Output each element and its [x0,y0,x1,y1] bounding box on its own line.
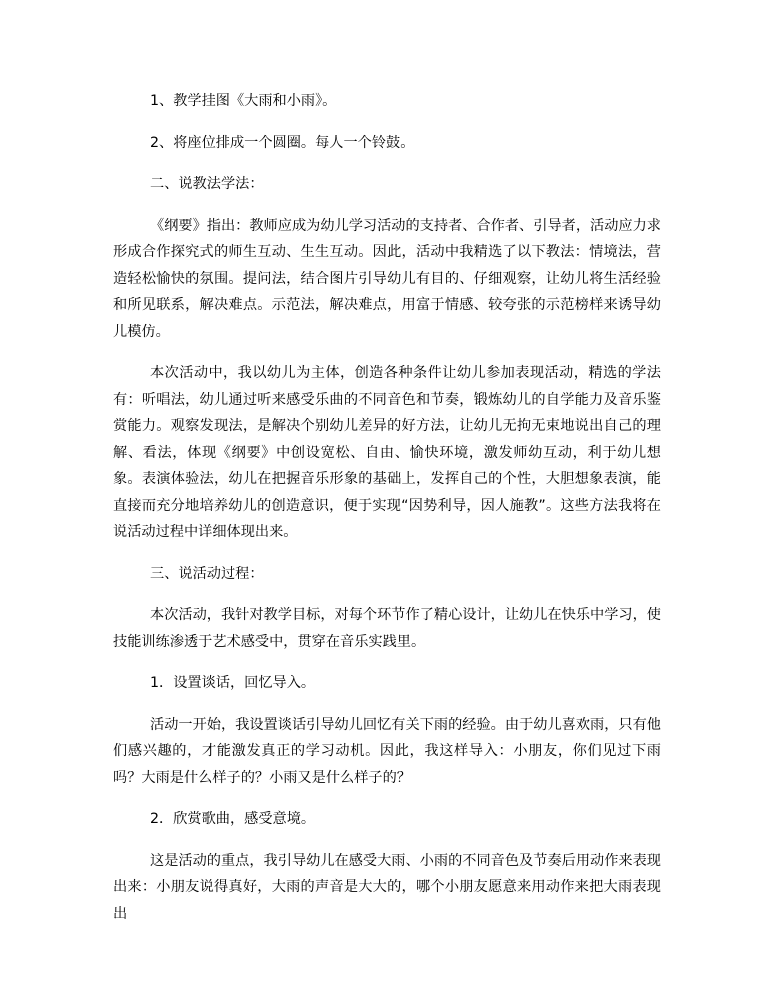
step-1-paragraph: 活动一开始，我设置谈话引导幼儿回忆有关下雨的经验。由于幼儿喜欢雨，只有他们感兴趣的，才能激发真正的学习动机。因此，我这样导入：小朋友，你们见过下雨吗？大雨是什么样子的？小雨又是什么样子的？ [113,716,661,786]
activity-intro-paragraph: 本次活动，我针对教学目标，对每个环节作了精心设计，让幼儿在快乐中学习，使技能训练渗透于艺术感受中，贯穿在音乐实践里。 [113,607,661,650]
step-heading-2: 2．欣赏歌曲，感受意境。 [150,811,316,827]
teaching-methods-paragraph: 《纲要》指出：教师应成为幼儿学习活动的支持者、合作者、引导者，活动应力求形成合作探究式的师生互动、生生互动。因此，活动中我精选了以下教法：情境法，营造轻松愉快的氛围。提问法，结合图片引导幼儿有目的、仔细观察，让幼儿将生活经验和所见联系，解决难点。示范法，解决难点，用富于情感、较夸张的示范榜样来诱导幼儿模仿。 [113,217,661,340]
learning-methods-paragraph: 本次活动中，我以幼儿为主体，创造各种条件让幼儿参加表现活动，精选的学法有：听唱法，幼儿通过听来感受乐曲的不同音色和节奏，锻炼幼儿的自学能力及音乐鉴赏能力。观察发现法，是解决个别幼儿差异的好方法，让幼儿无拘无束地说出自己的理解、看法，体现《纲要》中创设宽松、自由、愉快环境，激发师幼互动，利于幼儿想象。表演体验法，幼儿在把握音乐形象的基础上，发挥自己的个性，大胆想象表演，能直接而充分地培养幼儿的创造意识，便于实现“因势利导，因人施教”。这些方法我将在说活动过程中详细体现出来。 [113,365,661,540]
step-heading-1: 1．设置谈话，回忆导入。 [150,675,316,691]
material-item-1: 1、教学挂图《大雨和小雨》。 [150,93,337,109]
document-page [113,88,661,927]
step-2-paragraph: 这是活动的重点，我引导幼儿在感受大雨、小雨的不同音色及节奏后用动作来表现出来：小朋友说得真好，大雨的声音是大大的，哪个小朋友愿意来用动作来把大雨表现出 [113,852,661,922]
section-heading-activity-process: 三、说活动过程： [150,565,264,582]
section-heading-teaching-methods: 二、说教法学法： [150,176,264,192]
material-item-2: 2、将座位排成一个圆圈。每人一个铃鼓。 [150,134,415,151]
